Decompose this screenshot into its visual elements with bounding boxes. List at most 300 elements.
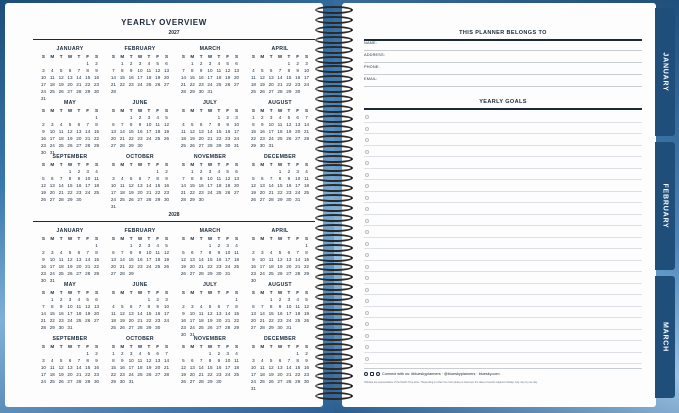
day-number: 24 [286, 318, 292, 323]
bullet-icon [365, 265, 369, 269]
goal-line[interactable] [364, 226, 642, 238]
day-number: 26 [225, 190, 231, 195]
day-number: 14 [119, 129, 125, 134]
day-number: 30 [198, 197, 204, 202]
day-number: 8 [129, 122, 133, 127]
weekday-header: W [67, 162, 73, 167]
bullet-icon [365, 230, 369, 234]
weekday-header: T [287, 54, 291, 59]
tab-label: MARCH [661, 321, 669, 353]
day-number: 19 [180, 264, 186, 269]
day-number: 15 [119, 75, 125, 80]
day-number: 20 [67, 82, 73, 87]
day-number: 1 [208, 243, 212, 248]
weekday-header: S [181, 162, 185, 167]
day-number: 9 [252, 257, 255, 262]
month-name: NOVEMBER [193, 336, 227, 342]
day-number: 17 [85, 183, 91, 188]
weekday-header: S [235, 290, 239, 295]
day-number: 4 [50, 68, 54, 73]
day-number: 19 [67, 136, 73, 141]
goal-line[interactable] [364, 295, 642, 307]
empty-day [258, 296, 267, 303]
tab-march[interactable] [655, 276, 675, 398]
day-number: 29 [304, 271, 310, 276]
owner-field[interactable]: NAME: [364, 41, 642, 51]
day-number: 27 [76, 143, 82, 148]
day-number: 9 [217, 250, 221, 255]
empty-day [206, 296, 215, 303]
day-number: 25 [155, 264, 161, 269]
day-number: 30 [304, 379, 310, 384]
day-number: 4 [156, 115, 159, 120]
month-name: AUGUST [268, 282, 292, 288]
day-number: 10 [40, 365, 46, 370]
day-number: 16 [94, 75, 100, 80]
day-number: 12 [119, 311, 125, 316]
empty-day [83, 114, 92, 121]
day-number: 21 [119, 136, 125, 141]
day-number: 10 [234, 122, 240, 127]
day-number: 13 [295, 122, 301, 127]
goal-line[interactable] [364, 146, 642, 158]
day-number: 13 [110, 257, 116, 262]
day-number: 20 [67, 372, 73, 377]
weekday-header: T [129, 162, 133, 167]
spiral-coil [315, 65, 353, 73]
owner-field[interactable]: EMAIL: [364, 77, 642, 87]
day-number: 28 [180, 197, 186, 202]
day-number: 25 [49, 379, 55, 384]
empty-day [197, 350, 206, 357]
day-number: 26 [164, 136, 170, 141]
day-number: 3 [226, 351, 229, 356]
day-number: 5 [59, 68, 63, 73]
day-number: 5 [86, 297, 89, 302]
empty-day [74, 350, 83, 357]
day-number: 14 [304, 122, 310, 127]
day-number: 2 [278, 297, 282, 302]
goal-line[interactable] [364, 169, 642, 181]
day-number: 20 [94, 311, 100, 316]
spiral-coil [315, 293, 353, 301]
day-number: 1 [305, 243, 308, 248]
day-number: 10 [259, 257, 265, 262]
day-number: 6 [252, 304, 255, 309]
weekday-header: W [67, 54, 73, 59]
month-name: NOVEMBER [193, 154, 227, 160]
month-name: JULY [203, 282, 217, 288]
day-number: 20 [137, 190, 143, 195]
day-number: 19 [155, 75, 161, 80]
day-number: 14 [180, 183, 186, 188]
day-number: 11 [277, 122, 283, 127]
day-number: 11 [268, 257, 274, 262]
day-number: 2 [138, 243, 142, 248]
weekday-header: M [190, 54, 195, 59]
day-number: 11 [49, 365, 55, 370]
day-number: 18 [198, 318, 204, 323]
month-name: MAY [64, 282, 76, 288]
day-number: 18 [155, 129, 161, 134]
day-number: 1 [217, 115, 221, 120]
day-number: 2 [59, 297, 63, 302]
empty-day [206, 114, 215, 121]
day-number: 2 [182, 304, 185, 309]
day-number: 27 [198, 143, 204, 148]
day-number: 17 [40, 82, 46, 87]
weekday-header: W [207, 162, 213, 167]
day-number: 31 [40, 96, 46, 101]
day-number: 4 [156, 243, 159, 248]
weekday-header: S [305, 108, 309, 113]
day-number: 10 [207, 68, 213, 73]
empty-day [109, 168, 118, 175]
day-number: 1 [156, 169, 159, 174]
day-number: 19 [58, 82, 64, 87]
day-number: 20 [286, 264, 292, 269]
day-number: 16 [216, 365, 222, 370]
day-number: 5 [129, 176, 133, 181]
weekday-header: W [67, 344, 73, 349]
goal-line[interactable] [364, 238, 642, 250]
day-number: 3 [208, 61, 212, 66]
day-grid [39, 107, 101, 156]
day-number: 24 [207, 190, 213, 195]
day-number: 6 [278, 358, 282, 363]
weekday-header: S [251, 290, 255, 295]
day-number: 7 [296, 250, 299, 255]
weekday-header: F [226, 344, 230, 349]
weekday-header: S [305, 290, 309, 295]
day-number: 21 [58, 190, 64, 195]
weekday-header: W [137, 236, 143, 241]
day-number: 6 [77, 122, 81, 127]
day-number: 27 [94, 318, 100, 323]
day-number: 10 [225, 358, 231, 363]
weekday-header: T [129, 344, 133, 349]
day-number: 16 [58, 311, 64, 316]
day-number: 15 [85, 365, 91, 370]
day-number: 23 [216, 264, 222, 269]
day-number: 1 [287, 61, 291, 66]
day-number: 28 [180, 89, 186, 94]
day-number: 7 [120, 122, 124, 127]
day-number: 20 [189, 372, 195, 377]
empty-day [276, 60, 285, 67]
weekday-header: F [296, 108, 300, 113]
weekday-header: T [217, 162, 221, 167]
weekday-header: W [207, 236, 213, 241]
tab-february[interactable] [655, 142, 675, 270]
day-number: 4 [95, 169, 98, 174]
goal-line[interactable] [364, 123, 642, 135]
day-number: 19 [225, 183, 231, 188]
weekday-header: T [269, 54, 273, 59]
day-number: 6 [112, 122, 115, 127]
weekday-header: S [41, 290, 45, 295]
month-calendar [249, 100, 311, 149]
day-number: 3 [50, 250, 54, 255]
day-number: 24 [85, 190, 91, 195]
day-number: 9 [260, 122, 264, 127]
goal-line[interactable] [364, 180, 642, 192]
day-number: 25 [216, 190, 222, 195]
bullet-icon [365, 161, 369, 165]
day-number: 22 [67, 190, 73, 195]
day-number: 6 [165, 61, 168, 66]
day-number: 17 [225, 257, 231, 262]
day-number: 28 [277, 89, 283, 94]
day-number: 19 [67, 264, 73, 269]
day-number: 26 [286, 136, 292, 141]
spiral-binding [313, 6, 355, 406]
day-number: 1 [86, 61, 89, 66]
goal-line[interactable] [364, 157, 642, 169]
day-number: 30 [119, 379, 125, 384]
empty-day [118, 296, 127, 303]
spiral-coil [315, 164, 353, 172]
empty-day [258, 168, 267, 175]
day-number: 10 [128, 358, 134, 363]
goal-line[interactable] [364, 215, 642, 227]
day-number: 15 [128, 129, 134, 134]
day-number: 6 [190, 250, 194, 255]
day-number: 24 [40, 89, 46, 94]
weekday-header: T [77, 108, 81, 113]
day-number: 11 [216, 176, 222, 181]
goal-line[interactable] [364, 134, 642, 146]
day-number: 27 [128, 325, 134, 330]
day-number: 20 [216, 318, 222, 323]
day-number: 5 [287, 115, 291, 120]
goal-line[interactable] [364, 284, 642, 296]
day-number: 13 [259, 183, 265, 188]
weekday-header: M [120, 108, 125, 113]
weekday-header: W [137, 344, 143, 349]
day-number: 7 [86, 250, 89, 255]
day-number: 24 [225, 372, 231, 377]
day-number: 5 [208, 304, 212, 309]
weekday-header: F [156, 236, 160, 241]
day-number: 22 [94, 136, 100, 141]
day-number: 1 [208, 351, 212, 356]
day-number: 26 [180, 379, 186, 384]
day-number: 25 [295, 318, 301, 323]
day-grid [39, 289, 101, 331]
day-number: 10 [67, 304, 73, 309]
owner-field[interactable]: PHONE: [364, 65, 642, 75]
day-number: 10 [304, 68, 310, 73]
day-number: 14 [295, 257, 301, 262]
day-number: 26 [146, 372, 152, 377]
day-number: 10 [49, 129, 55, 134]
day-number: 29 [207, 271, 213, 276]
facebook-icon [370, 372, 374, 376]
weekday-header: S [165, 162, 169, 167]
day-number: 20 [49, 190, 55, 195]
day-number: 1 [235, 297, 238, 302]
day-number: 11 [76, 304, 82, 309]
goal-line[interactable] [364, 192, 642, 204]
day-number: 5 [68, 250, 72, 255]
goal-line[interactable] [364, 261, 642, 273]
weekday-header: T [287, 290, 291, 295]
day-number: 5 [260, 68, 264, 73]
goal-line[interactable] [364, 341, 642, 353]
day-number: 25 [58, 143, 64, 148]
empty-day [258, 242, 267, 249]
day-number: 28 [259, 325, 265, 330]
day-number: 14 [119, 257, 125, 262]
empty-day [109, 114, 118, 121]
day-number: 26 [67, 271, 73, 276]
day-number: 17 [146, 257, 152, 262]
day-number: 6 [260, 176, 264, 181]
weekday-header: S [41, 54, 45, 59]
weekday-header: F [226, 236, 230, 241]
goal-line[interactable] [364, 249, 642, 261]
day-number: 26 [164, 264, 170, 269]
day-number: 17 [189, 318, 195, 323]
day-number: 19 [189, 136, 195, 141]
weekday-header: S [235, 344, 239, 349]
month-name: MAY [64, 100, 76, 106]
day-number: 9 [42, 129, 45, 134]
day-number: 12 [225, 176, 231, 181]
weekday-header: T [199, 162, 203, 167]
goal-line[interactable] [364, 318, 642, 330]
day-number: 17 [304, 75, 310, 80]
day-number: 26 [58, 379, 64, 384]
empty-day [57, 60, 66, 67]
day-number: 27 [250, 325, 256, 330]
day-number: 7 [147, 176, 151, 181]
day-number: 7 [226, 304, 229, 309]
day-number: 24 [207, 82, 213, 87]
day-grid [249, 343, 311, 392]
goal-line[interactable] [364, 111, 642, 123]
day-number: 16 [164, 183, 170, 188]
day-number: 18 [146, 75, 152, 80]
weekday-header: S [111, 344, 115, 349]
day-number: 27 [110, 143, 116, 148]
weekday-header: W [67, 236, 73, 241]
day-number: 30 [259, 143, 265, 148]
day-number: 22 [85, 82, 91, 87]
owner-field[interactable]: ADDRESS: [364, 53, 642, 63]
day-number: 20 [250, 318, 256, 323]
empty-day [249, 60, 258, 67]
goal-line[interactable] [364, 272, 642, 284]
day-number: 27 [110, 271, 116, 276]
day-number: 22 [128, 136, 134, 141]
day-number: 26 [128, 197, 134, 202]
weekday-header: W [207, 54, 213, 59]
day-number: 28 [76, 379, 82, 384]
day-number: 6 [235, 169, 238, 174]
day-number: 16 [76, 183, 82, 188]
empty-day [284, 242, 293, 249]
spiral-coil [315, 244, 353, 252]
day-number: 25 [198, 325, 204, 330]
day-number: 30 [216, 271, 222, 276]
day-number: 4 [112, 304, 115, 309]
day-number: 13 [76, 257, 82, 262]
weekday-header: S [181, 344, 185, 349]
day-number: 19 [225, 75, 231, 80]
day-number: 22 [277, 190, 283, 195]
tab-january[interactable] [655, 8, 675, 136]
weekday-header: M [120, 344, 125, 349]
day-number: 7 [278, 68, 282, 73]
empty-day [118, 242, 127, 249]
day-number: 17 [207, 183, 213, 188]
empty-day [39, 296, 48, 303]
weekday-header: F [86, 344, 90, 349]
day-number: 9 [182, 311, 185, 316]
day-number: 8 [235, 304, 238, 309]
day-number: 12 [67, 129, 73, 134]
empty-day [66, 350, 75, 357]
day-number: 25 [94, 190, 100, 195]
day-number: 21 [180, 82, 186, 87]
day-number: 4 [120, 176, 124, 181]
day-number: 25 [216, 82, 222, 87]
day-number: 27 [189, 379, 195, 384]
month-name: DECEMBER [263, 154, 297, 160]
goal-line[interactable] [364, 353, 642, 365]
day-number: 8 [190, 176, 194, 181]
spiral-coil [315, 26, 353, 34]
day-number: 30 [58, 325, 64, 330]
day-number: 1 [86, 351, 89, 356]
day-number: 17 [137, 75, 143, 80]
day-number: 24 [110, 197, 116, 202]
day-number: 27 [259, 197, 265, 202]
goal-line[interactable] [364, 203, 642, 215]
day-number: 18 [137, 365, 143, 370]
day-number: 8 [190, 68, 194, 73]
empty-day [66, 60, 75, 67]
day-number: 5 [165, 115, 168, 120]
day-number: 14 [40, 311, 46, 316]
day-number: 30 [286, 197, 292, 202]
day-number: 9 [305, 358, 308, 363]
day-number: 17 [164, 311, 170, 316]
month-calendar [179, 228, 241, 277]
day-number: 11 [146, 68, 152, 73]
goal-line[interactable] [364, 307, 642, 319]
day-number: 11 [181, 129, 186, 134]
month-name: OCTOBER [126, 154, 154, 160]
goals-title: YEARLY GOALS [479, 99, 527, 105]
day-number: 12 [67, 257, 73, 262]
day-number: 25 [259, 379, 265, 384]
goal-line[interactable] [364, 330, 642, 342]
day-number: 21 [198, 264, 204, 269]
day-number: 23 [40, 143, 46, 148]
day-number: 8 [120, 68, 124, 73]
month-name: FEBRUARY [124, 228, 156, 234]
day-grid [39, 235, 101, 284]
planner-owner-page [342, 3, 656, 407]
day-number: 28 [76, 89, 82, 94]
day-number: 6 [235, 61, 238, 66]
weekday-header: S [95, 290, 99, 295]
empty-day [48, 350, 57, 357]
empty-day [179, 60, 188, 67]
